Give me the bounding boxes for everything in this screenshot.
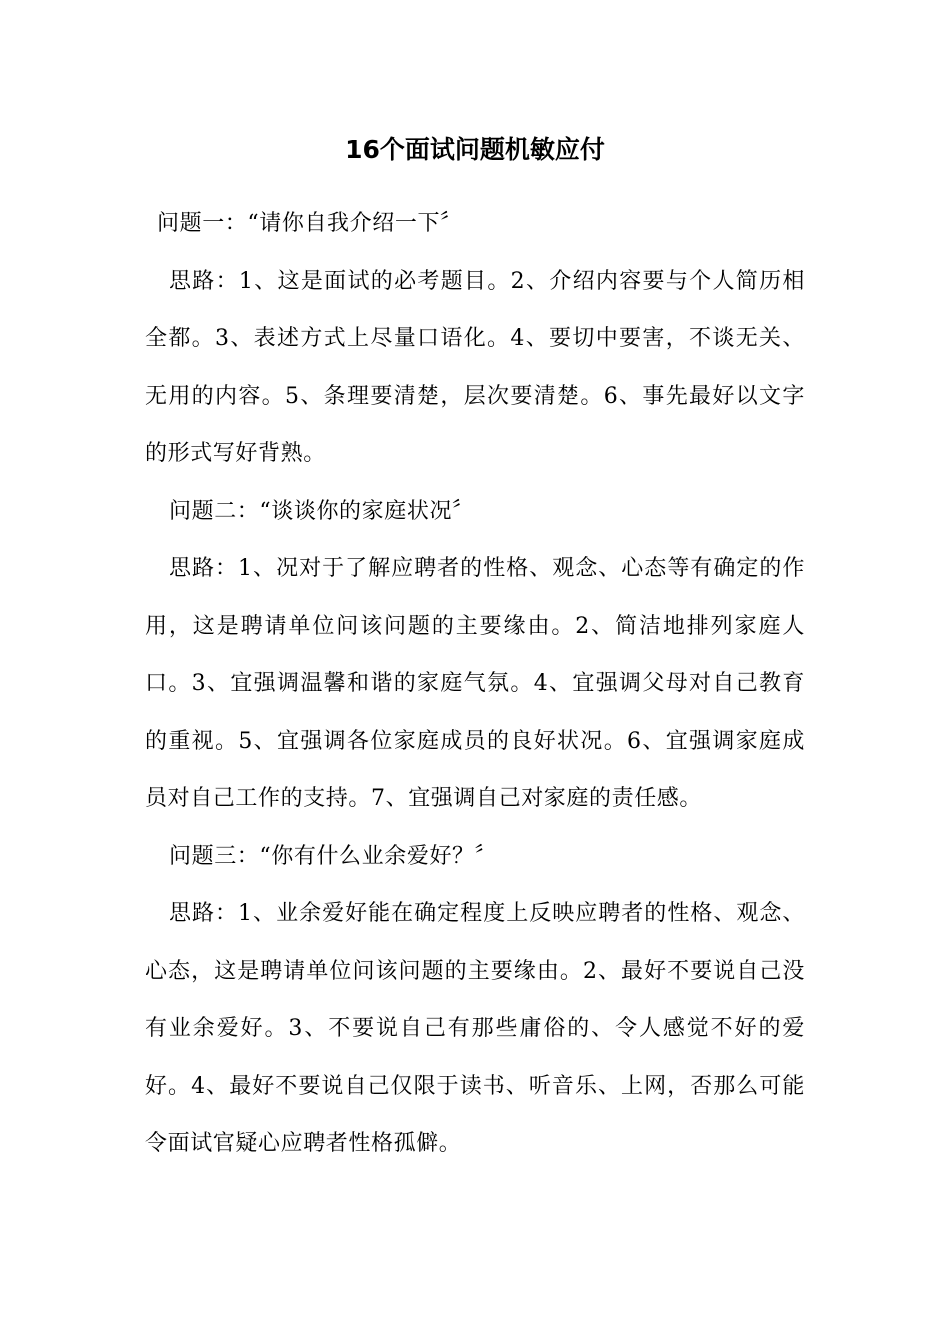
question-1-heading: 问题一：“请你自我介绍一下〞 [157,211,463,236]
document-body [145,195,805,1173]
question-3-heading: 问题三：“你有什么业余爱好？〞 [169,843,498,869]
question-3-answer: 思路：1、业余爱好能在确定程度上反映应聘者的性格、观念、心态，这是聘请单位问该问题的主要缘由。2、最好不要说自己没有业余爱好。3、不要说自己有那些庸俗的、令人感觉不好的爱好。4、最好不要说自己仅限于读书、听音乐、上网，否那么可能令面试官疑心应聘者性格孤僻。 [145,901,805,1156]
document-title: 16个面试问题机敏应付 [345,135,605,164]
question-2-heading: 问题二：“谈谈你的家庭状况〞 [169,498,475,524]
question-2-answer: 思路：1、况对于了解应聘者的性格、观念、心态等有确定的作用，这是聘请单位问该问题的主要缘由。2、简洁地排列家庭人口。3、宜强调温馨和谐的家庭气氛。4、宜强调父母对自己教育的重视。5、宜强调各位家庭成员的良好状况。6、宜强调家庭成员对自己工作的支持。7、宜强调自己对家庭的责任感。 [145,556,805,811]
question-1-answer: 思路：1、这是面试的必考题目。2、介绍内容要与个人简历相全都。3、表述方式上尽量口语化。4、要切中要害，不谈无关、无用的内容。5、条理要清楚，层次要清楚。6、事先最好以文字的形式写好背熟。 [145,268,805,466]
